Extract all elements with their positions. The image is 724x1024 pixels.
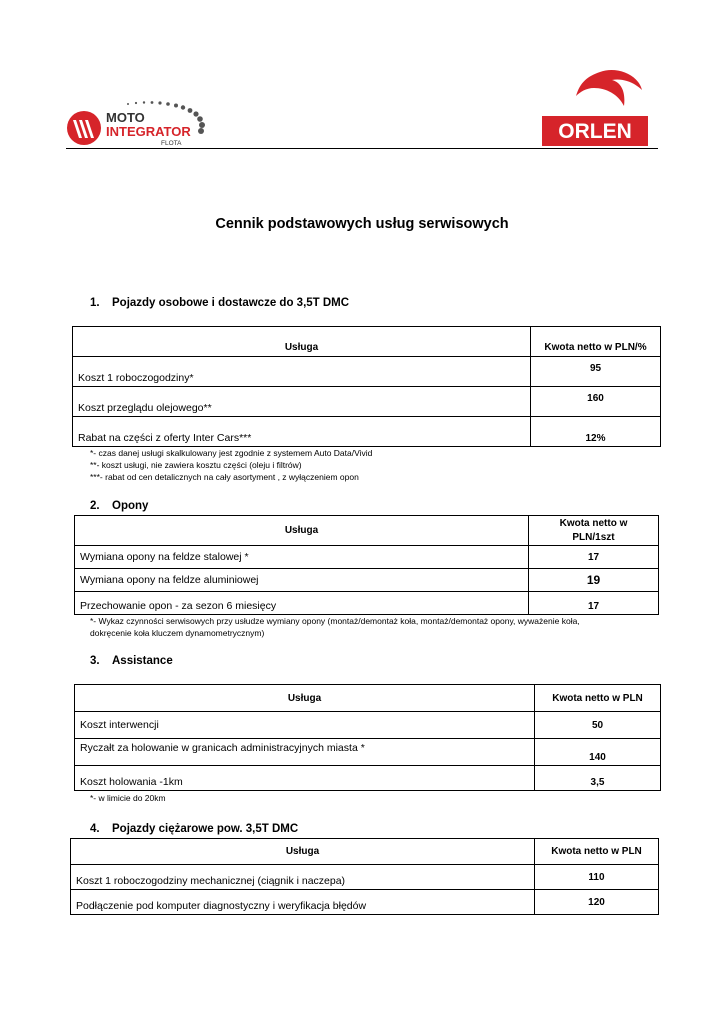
table-row <box>73 387 661 417</box>
table-header-row <box>75 516 659 546</box>
column-header-amount: Kwota netto w PLN <box>535 685 661 712</box>
footnote: **- koszt usługi, nie zawiera kosztu części (oleju i filtrów) <box>90 460 302 470</box>
column-header-service: Usługa <box>75 516 529 546</box>
section-2-notes <box>90 615 670 639</box>
section-2-number: 2. <box>90 500 100 512</box>
table-row <box>75 592 659 615</box>
amount-cell: 3,5 <box>535 766 661 791</box>
table-row <box>75 569 659 592</box>
section-1-notes <box>90 447 372 483</box>
section-4-heading <box>90 823 298 835</box>
amount-cell: 19 <box>529 569 659 592</box>
service-cell: Koszt przeglądu olejowego** <box>73 387 531 417</box>
amount-cell: 50 <box>535 712 661 739</box>
logo-text-moto: MOTO <box>106 110 145 125</box>
table-row <box>73 357 661 387</box>
table-row <box>75 546 659 569</box>
column-header-amount-line-1: Kwota netto w <box>559 517 628 529</box>
service-cell: Koszt 1 roboczogodziny mechanicznej (ciągnik i naczepa) <box>71 865 535 890</box>
section-4-title: Pojazdy ciężarowe pow. 3,5T DMC <box>112 823 299 835</box>
footnote: ***- rabat od cen detalicznych na cały asortyment , z wyłączeniem opon <box>90 472 359 482</box>
column-header-service: Usługa <box>73 327 531 357</box>
column-header-service: Usługa <box>75 685 535 712</box>
section-3-title: Assistance <box>112 655 173 667</box>
amount-cell: 95 <box>531 357 661 387</box>
table-header-row <box>75 685 661 712</box>
logo-text-flota: FLOTA <box>161 140 182 147</box>
moto-integrator-flota-logo <box>66 98 216 152</box>
table-assistance <box>74 684 661 791</box>
orlen-eagle-mark <box>576 70 642 106</box>
section-3-notes <box>90 792 166 804</box>
section-1-title: Pojazdy osobowe i dostawcze do 3,5T DMC <box>112 297 350 309</box>
section-1-number: 1. <box>90 297 100 309</box>
amount-cell: 17 <box>529 592 659 615</box>
section-1-heading <box>90 297 349 309</box>
table-passenger-vehicles <box>72 326 661 447</box>
footnote: *- w limicie do 20km <box>90 793 166 803</box>
service-cell: Podłączenie pod komputer diagnostyczny i weryfikacja błędów <box>71 890 535 915</box>
footnote: *- czas danej usługi skalkulowany jest zgodnie z systemem Auto Data/Vivid <box>90 448 373 458</box>
service-cell: Przechowanie opon - za sezon 6 miesięcy <box>75 592 529 615</box>
table-header-row <box>73 327 661 357</box>
column-header-service: Usługa <box>71 839 535 865</box>
service-cell: Wymiana opony na feldze stalowej * <box>75 546 529 569</box>
table-header-row <box>71 839 659 865</box>
footnote: *- Wykaz czynności serwisowych przy usłudze wymiany opony (montaż/demontaż koła, montaż/demontaż opony, wyważenie koła, <box>90 616 580 626</box>
header-divider <box>66 148 658 149</box>
column-header-amount-line-2: PLN/1szt <box>572 531 615 543</box>
section-3-heading <box>90 655 173 667</box>
table-row <box>71 890 659 915</box>
section-2-heading <box>90 500 148 512</box>
service-cell: Wymiana opony na feldze aluminiowej <box>75 569 529 592</box>
service-cell: Rabat na części z oferty Inter Cars*** <box>73 417 531 447</box>
service-cell: Koszt interwencji <box>75 712 535 739</box>
orlen-wordmark: ORLEN <box>558 120 632 143</box>
service-cell: Ryczałt za holowanie w granicach administracyjnych miasta * <box>75 739 535 766</box>
column-header-amount <box>529 516 659 546</box>
table-row <box>75 712 661 739</box>
orlen-logo <box>540 68 650 148</box>
table-row <box>75 739 661 766</box>
table-row <box>75 766 661 791</box>
amount-cell: 140 <box>535 739 661 766</box>
section-2-title: Opony <box>112 500 149 512</box>
section-3-number: 3. <box>90 655 100 667</box>
table-tires <box>74 515 659 615</box>
amount-cell: 110 <box>535 865 659 890</box>
table-row <box>73 417 661 447</box>
amount-cell: 17 <box>529 546 659 569</box>
table-heavy-vehicles <box>70 838 659 915</box>
amount-cell: 120 <box>535 890 659 915</box>
column-header-amount: Kwota netto w PLN <box>535 839 659 865</box>
page-title: Cennik podstawowych usług serwisowych <box>215 216 509 232</box>
column-header-amount: Kwota netto w PLN/% <box>531 327 661 357</box>
amount-cell: 160 <box>531 387 661 417</box>
footnote: dokręcenie koła kluczem dynamometrycznym) <box>90 628 265 638</box>
service-cell: Koszt 1 roboczogodziny* <box>73 357 531 387</box>
logo-text-integrator: INTEGRATOR <box>106 124 191 139</box>
service-cell: Koszt holowania -1km <box>75 766 535 791</box>
section-4-number: 4. <box>90 823 100 835</box>
amount-cell: 12% <box>531 417 661 447</box>
table-row <box>71 865 659 890</box>
